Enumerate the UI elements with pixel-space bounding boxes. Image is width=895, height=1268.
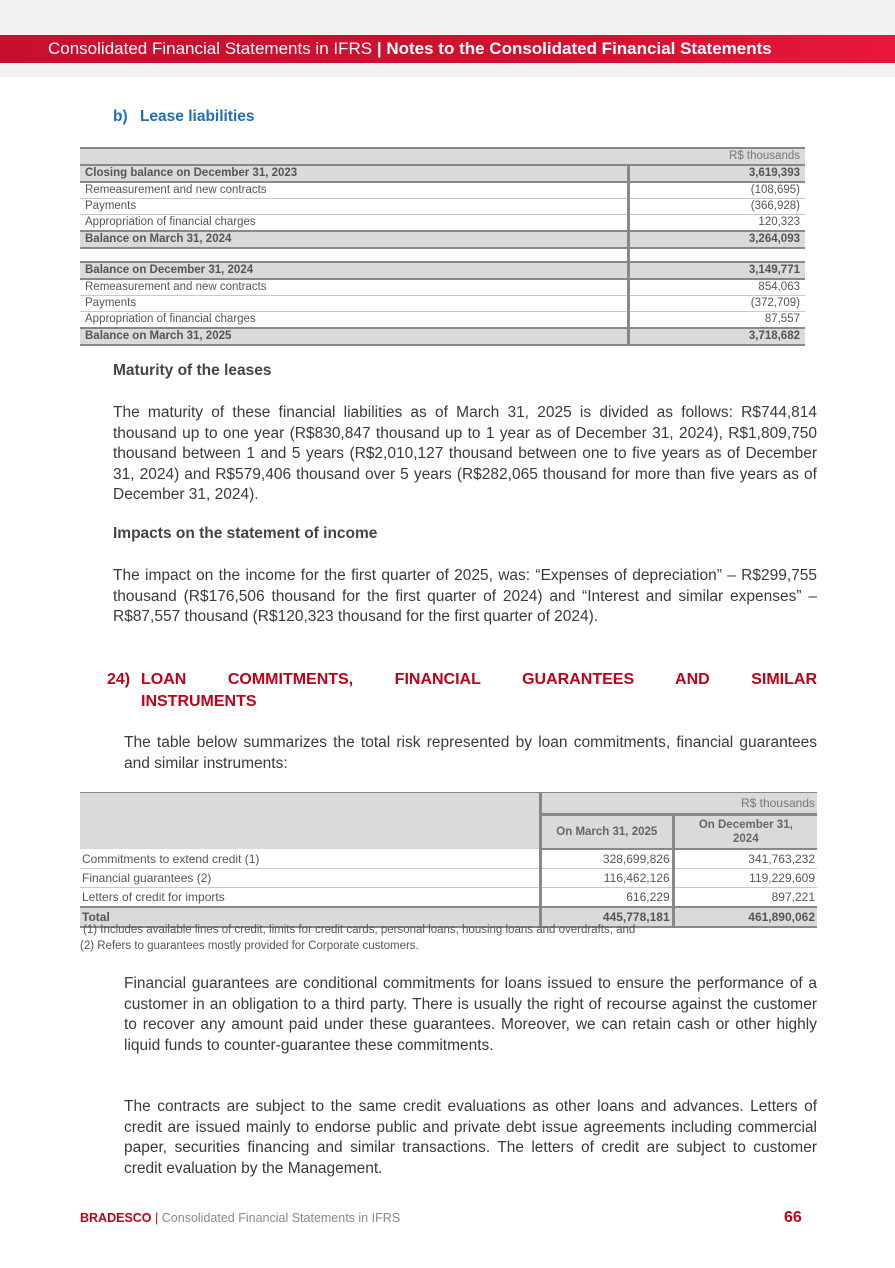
guarantees-paragraph: Financial guarantees are conditional commitments for loans issued to ensure the performance of a customer in an obligation to a third party. There is usually the right of recourse against the customer to recover any amount paid under these guarantees. Moreover, we can retain cash or other highly liquid funds to counter-guarantee these commitments.: [124, 975, 817, 1054]
lease-table-row: [80, 182, 805, 199]
commitments-note-2: (2) Refers to guarantees mostly provided for Corporate customers.: [80, 939, 419, 952]
lease-table-row: [80, 296, 805, 312]
lease-table-row: [80, 199, 805, 215]
footer-separator: |: [155, 1211, 159, 1225]
commitments-header-blank: [80, 793, 540, 850]
commitments-row-value-december-2024: 461,890,062: [673, 907, 817, 927]
commitments-table-header-unit-row: [80, 793, 817, 815]
lease-row-label: Balance on December 31, 2024: [80, 262, 629, 279]
lease-row-label: Remeasurement and new contracts: [80, 182, 629, 199]
lease-table-row: [80, 231, 805, 248]
footer: [80, 1211, 400, 1225]
commitments-row-label: Total: [80, 907, 540, 927]
section-24-intro: The table below summarizes the total risk represented by loan commitments, financial guarantees and similar instruments:: [124, 734, 817, 772]
header-separator: |: [376, 39, 382, 58]
section-24-heading: [107, 669, 817, 713]
lease-row-label: Appropriation of financial charges: [80, 312, 629, 329]
lease-row-value: (108,695): [629, 182, 806, 199]
commitments-row-label: Commitments to extend credit (1): [80, 849, 540, 869]
section-b-title: Lease liabilities: [139, 108, 255, 125]
lease-row-label: Balance on March 31, 2024: [80, 231, 629, 248]
lease-table-row: [80, 165, 805, 182]
section-24-title-line1: LOAN COMMITMENTS, FINANCIAL GUARANTEES AND SIMILAR: [141, 671, 817, 688]
commitments-row-value-december-2024: 341,763,232: [673, 849, 817, 869]
lease-row-value: 3,149,771: [629, 262, 806, 279]
commitments-row-value-march-2025: 116,462,126: [540, 869, 673, 888]
lease-row-value: 3,264,093: [629, 231, 806, 248]
maturity-heading: Maturity of the leases: [113, 362, 272, 379]
lease-row-value: 87,557: [629, 312, 806, 329]
commitments-table-row: [80, 888, 817, 908]
lease-table-row: [80, 215, 805, 232]
commitments-row-value-december-2024: 897,221: [673, 888, 817, 908]
header-title-left: Consolidated Financial Statements in IFRS: [48, 39, 373, 58]
commitments-table-unit: R$ thousands: [540, 793, 817, 815]
lease-table-unit: R$ thousands: [629, 148, 806, 165]
lease-table-row: [80, 312, 805, 329]
commitments-table-row: [80, 849, 817, 869]
lease-row-label: Closing balance on December 31, 2023: [80, 165, 629, 182]
commitments-notes: [80, 923, 635, 954]
lease-row-value: 3,619,393: [629, 165, 806, 182]
page-number: 66: [784, 1209, 802, 1226]
commitments-col-december-2024: On December 31, 2024: [673, 815, 817, 850]
section-24-number: 24): [107, 671, 131, 688]
impacts-paragraph: The impact on the income for the first quarter of 2025, was: “Expenses of depreciation” – R$299,755 thousand (R$176,506 thousand for the first quarter of 2024) and “Interest and similar expenses” – R$87,557 thousand (R$120,323 thousand for the first quarter of 2024).: [113, 567, 817, 625]
commitments-row-value-december-2024: 119,229,609: [673, 869, 817, 888]
lease-row-value: (372,709): [629, 296, 806, 312]
lease-row-value: [629, 248, 806, 262]
impacts-heading: Impacts on the statement of income: [113, 525, 378, 542]
section-b-heading: [113, 108, 255, 126]
commitments-table: [80, 792, 817, 928]
lease-row-label: [80, 248, 629, 262]
commitments-col-march-2025: On March 31, 2025: [540, 815, 673, 850]
commitments-note-1: (1) Includes available lines of credit, limits for credit cards, personal loans, housing loans and overdrafts; and: [83, 924, 636, 936]
lease-row-label: Balance on March 31, 2025: [80, 328, 629, 345]
lease-row-label: Appropriation of financial charges: [80, 215, 629, 232]
lease-table-header: [80, 148, 805, 165]
commitments-row-value-march-2025: 328,699,826: [540, 849, 673, 869]
lease-table-header-blank: [80, 148, 629, 165]
lease-table-row: [80, 279, 805, 296]
lease-row-label: Payments: [80, 296, 629, 312]
footer-text: Consolidated Financial Statements in IFRS: [161, 1211, 401, 1225]
lease-row-label: Remeasurement and new contracts: [80, 279, 629, 296]
lease-table-spacer-row: [80, 248, 805, 262]
commitments-row-label: Financial guarantees (2): [80, 869, 540, 888]
commitments-row-label: Letters of credit for imports: [80, 888, 540, 908]
maturity-paragraph: The maturity of these financial liabilities as of March 31, 2025 is divided as follows: R$744,814 thousand up to one year (R$830,847 thousand up to 1 year as of December 31, 2024), R$1,809,750 thousand between 1 and 5 years (R$2,010,127 thousand between one to five years as of December 31, 2024) and R$579,406 thousand over 5 years (R$282,065 thousand for more than five years as of December 31, 2024).: [113, 404, 817, 503]
top-band: [0, 0, 895, 35]
header-title-right: Notes to the Consolidated Financial Statements: [386, 39, 772, 58]
header-banner: [0, 35, 895, 63]
lease-table-row: [80, 262, 805, 279]
lease-row-label: Payments: [80, 199, 629, 215]
footer-brand: BRADESCO: [80, 1211, 152, 1225]
lease-row-value: 854,063: [629, 279, 806, 296]
commitments-row-value-march-2025: 445,778,181: [540, 907, 673, 927]
section-24-title-line2: INSTRUMENTS: [141, 693, 257, 710]
commitments-row-value-march-2025: 616,229: [540, 888, 673, 908]
lease-row-value: 3,718,682: [629, 328, 806, 345]
lease-row-value: (366,928): [629, 199, 806, 215]
commitments-table-row: [80, 869, 817, 888]
lease-table-row: [80, 328, 805, 345]
lease-row-value: 120,323: [629, 215, 806, 232]
header-shadow-band: [0, 63, 895, 77]
section-b-label: b): [113, 108, 128, 125]
contracts-paragraph: The contracts are subject to the same credit evaluations as other loans and advances. Letters of credit are issued mainly to endorse public and private debt issue agreements including commercial paper, securities financing and similar transactions. The letters of credit are subject to customer credit evaluation by the Management.: [124, 1098, 817, 1177]
lease-liabilities-table: [80, 147, 805, 346]
